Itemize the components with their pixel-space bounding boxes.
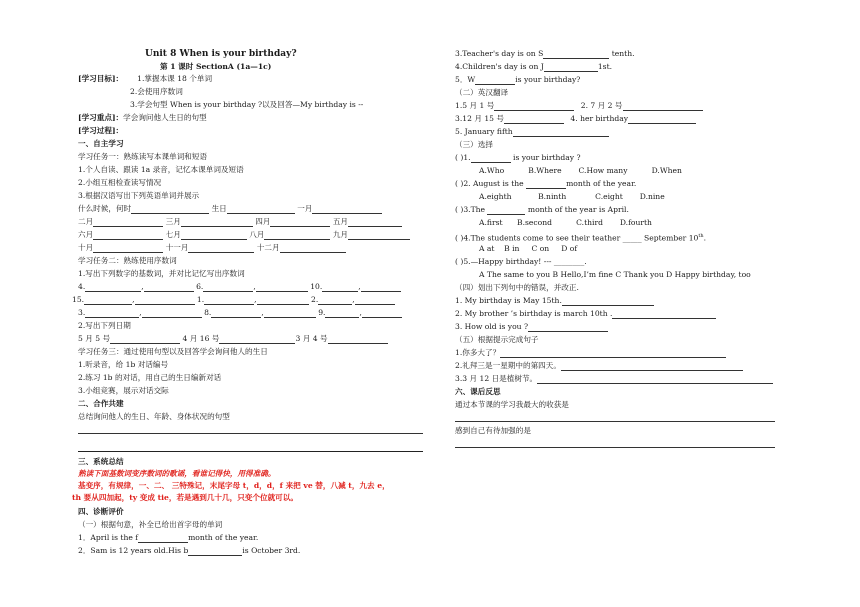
complete-2 bbox=[455, 361, 743, 371]
translate-1: 1.5 月 1 号 bbox=[455, 101, 495, 110]
comma: , bbox=[359, 308, 362, 317]
choice-heading: （三）选择 bbox=[455, 140, 493, 149]
date-apr-16: 4 月 16 号 bbox=[182, 334, 220, 343]
song-instruction: 熟读下面基数词变序数词的歌谣，看谁记得快，用得准确。 bbox=[78, 469, 276, 478]
task-1: 学习任务一：熟练读写本课单词和短语 bbox=[78, 152, 208, 161]
choice-q2 bbox=[455, 179, 636, 189]
date-may-5: 5 月 5 号 bbox=[78, 334, 111, 343]
fill-q2 bbox=[78, 546, 300, 556]
vocab-row-4 bbox=[78, 243, 346, 253]
goal-3: 3.学会句型 When is your birthday ?以及回答—My birthday is -- bbox=[130, 100, 364, 109]
complete-3 bbox=[455, 374, 773, 384]
correction-3-text: 3. How old is you ? bbox=[455, 322, 529, 331]
section-4-sub: （一）根据句意，补全已给出首字母的单词 bbox=[78, 520, 223, 529]
task-1-step-2: 2.小组互相检查读写情况 bbox=[78, 178, 162, 187]
correction-3 bbox=[455, 322, 608, 332]
section-divider bbox=[78, 451, 423, 452]
correction-2-text: 2. My brother ’s birthday is march 10th . bbox=[455, 309, 613, 318]
complete-heading: （五）根据提示完成句子 bbox=[455, 335, 539, 344]
goal-2: 2.会使用序数词 bbox=[130, 87, 183, 96]
choice-q4: ( )4.The students come to see their teather _____ September 10th. bbox=[455, 233, 707, 243]
goal-1: 1.掌握本课 18 个单词 bbox=[137, 74, 213, 83]
choice-q3-options: A.first B.second C.third D.fourth bbox=[479, 218, 652, 227]
translate-5: 5. January fifth bbox=[455, 127, 513, 136]
num-8: 8. bbox=[204, 308, 212, 317]
translate-4: 4. her birthday bbox=[570, 114, 629, 123]
reflection-2: 感到自己有待加强的是 bbox=[455, 426, 531, 435]
goals-line bbox=[78, 74, 212, 84]
key-line bbox=[78, 113, 207, 123]
numbers-row-3 bbox=[78, 308, 402, 318]
vocab-may: 五月 bbox=[332, 217, 349, 226]
vocab-march: 三月 bbox=[165, 217, 181, 226]
translate-row-3 bbox=[455, 127, 609, 137]
song-line-1: 基变序，有规律，一、二、 三特殊记，末尾字母 t，d，d，f 来把 ve 替，八减 t，九去 e， bbox=[78, 481, 390, 490]
task-1-step-3: 3.根据汉语写出下列英语单词并展示 bbox=[78, 191, 200, 200]
correction-1 bbox=[455, 296, 654, 306]
comma: , bbox=[139, 308, 142, 317]
translate-heading: （二）英汉翻译 bbox=[455, 88, 509, 97]
section-2-text: 总结询问他人的生日、年龄、身体状况的句型 bbox=[78, 412, 230, 421]
fill-q1-start: 1．April is the f bbox=[78, 533, 139, 542]
choice-q2-options: A.eighth B.ninth C.eight D.nine bbox=[479, 192, 665, 201]
fill-q1 bbox=[78, 533, 258, 543]
comma: , bbox=[132, 295, 135, 304]
vocab-row-1 bbox=[78, 204, 382, 214]
num-3: 3. bbox=[78, 308, 86, 317]
comma: , bbox=[358, 282, 361, 291]
song-line-2: th 要从四加起，ty 变成 tie，若是遇到几十几，只变个位就可以。 bbox=[72, 493, 298, 502]
task-2-step-2: 2.写出下列日期 bbox=[78, 321, 131, 330]
task-3-step-2: 2.练习 1b 的对话，用自己的生日编新对话 bbox=[78, 373, 222, 382]
reflection-line-1 bbox=[455, 421, 775, 422]
vocab-june: 六月 bbox=[78, 230, 94, 239]
translate-2: 2. 7 月 2 号 bbox=[580, 101, 623, 110]
numbers-row-2 bbox=[72, 295, 395, 305]
vocab-row-3 bbox=[78, 230, 410, 240]
section-4-heading: 四、诊断评价 bbox=[78, 507, 124, 516]
choice-q2-end: month of the year. bbox=[566, 179, 637, 188]
fill-q2-start: 2．Sam is 12 years old.His b bbox=[78, 546, 189, 555]
vocab-december: 十二月 bbox=[256, 243, 280, 252]
fill-q4 bbox=[455, 62, 612, 72]
task-1-step-1: 1.个人自读、跟读 1a 录音，记忆本课单词及短语 bbox=[78, 165, 244, 174]
comma: , bbox=[141, 282, 144, 291]
translate-3: 3.12 月 15 号 bbox=[455, 114, 504, 123]
fill-q2-end: is October 3rd. bbox=[242, 546, 301, 555]
correction-2 bbox=[455, 309, 716, 319]
fill-q4-start: 4.Children's day is on J bbox=[455, 62, 544, 71]
complete-3-text: 3.3 月 12 日是植树节。 bbox=[455, 374, 538, 383]
num-6: 6. bbox=[196, 282, 204, 291]
choice-q1-options: A.Who B.Where C.How many D.When bbox=[479, 166, 682, 175]
task-2-step-1: 1.写出下列数字的基数词，并对比记忆写出序数词 bbox=[78, 269, 245, 278]
section-3-heading: 三、系统总结 bbox=[78, 457, 124, 466]
vocab-july: 七月 bbox=[165, 230, 181, 239]
reflection-line-2 bbox=[455, 447, 775, 448]
comma: , bbox=[261, 308, 264, 317]
translate-row-1 bbox=[455, 101, 703, 111]
task-2: 学习任务二：熟练使用序数词 bbox=[78, 256, 177, 265]
fill-q5-end: is your birthday? bbox=[515, 75, 581, 84]
date-mar-4: 3 月 4 号 bbox=[295, 334, 328, 343]
num-1: 1. bbox=[196, 295, 205, 304]
lesson-heading: 第 1 课时 SectionA (1a—1c) bbox=[160, 62, 272, 71]
section-6-heading: 六、课后反思 bbox=[455, 387, 501, 396]
dates-row bbox=[78, 334, 388, 344]
vocab-row-2 bbox=[78, 217, 402, 227]
vocab-birthday: 生日 bbox=[211, 204, 227, 213]
choice-q4-sup: th bbox=[698, 233, 704, 239]
choice-q1-end: is your birthday ? bbox=[513, 153, 581, 162]
choice-q1-start: ( )1. bbox=[455, 153, 471, 162]
task-3-step-1: 1.听录音，给 1b 对话编号 bbox=[78, 360, 169, 369]
task-3-step-3: 3.小组竞赛，展示对话交际 bbox=[78, 386, 169, 395]
comma: , bbox=[352, 295, 355, 304]
choice-q3-end: month of the year is April. bbox=[527, 205, 629, 214]
fill-q1-end: month of the year. bbox=[188, 533, 259, 542]
vocab-january: 一月 bbox=[297, 204, 313, 213]
num-2: 2. bbox=[311, 295, 319, 304]
key-label: [学习重点]： bbox=[78, 113, 124, 122]
fill-q3-start: 3.Teacher's day is on S bbox=[455, 49, 544, 58]
fill-q3 bbox=[455, 49, 635, 59]
goals-label: [学习目标]： bbox=[78, 74, 124, 83]
vocab-when: 什么时候，何时 bbox=[78, 204, 132, 213]
vocab-august: 八月 bbox=[249, 230, 265, 239]
vocab-october: 十月 bbox=[78, 243, 94, 252]
numbers-row-1 bbox=[78, 282, 401, 292]
task-3: 学习任务三：通过使用句型以及回答学会询问他人的生日 bbox=[78, 347, 268, 356]
vocab-february: 二月 bbox=[78, 217, 94, 226]
key-text: 学会询问他人生日的句型 bbox=[123, 113, 207, 122]
num-10: 10. bbox=[310, 282, 323, 291]
reflection-1: 通过本节课的学习我最大的收获是 bbox=[455, 400, 569, 409]
choice-q5-options: A The same to you B Hello,I’m fine C Thank you D Happy birthday, too bbox=[479, 270, 751, 279]
doc-title: Unit 8 When is your birthday? bbox=[145, 49, 297, 59]
vocab-april: 四月 bbox=[255, 217, 271, 226]
translate-row-2 bbox=[455, 114, 696, 124]
process-label: [学习过程]： bbox=[78, 126, 124, 135]
num-4: 4. bbox=[78, 282, 86, 291]
comma: , bbox=[253, 282, 256, 291]
complete-2-text: 2.礼拜三是一星期中的第四天。 bbox=[455, 361, 561, 370]
choice-q2-start: ( )2. August is the bbox=[455, 179, 524, 188]
vocab-november: 十一月 bbox=[165, 243, 189, 252]
fill-q5-start: 5．W bbox=[455, 75, 476, 84]
choice-q3-start: ( )3.The bbox=[455, 205, 486, 214]
section-2-heading: 二、合作共建 bbox=[78, 399, 124, 408]
section-1-heading: 一、自主学习 bbox=[78, 139, 124, 148]
correction-1-text: 1. My birthday is May 15th. bbox=[455, 296, 562, 305]
fill-q5 bbox=[455, 75, 580, 85]
correction-heading: （四）划出下列句中的错误，并改正. bbox=[455, 283, 579, 292]
choice-q4-text: ( )4.The students come to see their teather _____ September 10 bbox=[455, 233, 699, 243]
choice-q3 bbox=[455, 205, 629, 215]
num-9: 9. bbox=[318, 308, 326, 317]
complete-1-text: 1.你多大了？ bbox=[455, 348, 501, 357]
choice-q1 bbox=[455, 153, 581, 163]
choice-q4-options: A at B in C on D of bbox=[479, 244, 578, 253]
complete-1 bbox=[455, 348, 726, 358]
choice-q5: ( )5.—Happy birthday! --- ________. bbox=[455, 257, 587, 266]
fill-q4-end: 1st. bbox=[597, 62, 613, 71]
comma: , bbox=[254, 295, 257, 304]
vocab-september: 九月 bbox=[332, 230, 349, 239]
answer-line bbox=[78, 433, 423, 434]
fill-q3-end: tenth. bbox=[611, 49, 635, 58]
num-15: 15. bbox=[72, 295, 85, 304]
